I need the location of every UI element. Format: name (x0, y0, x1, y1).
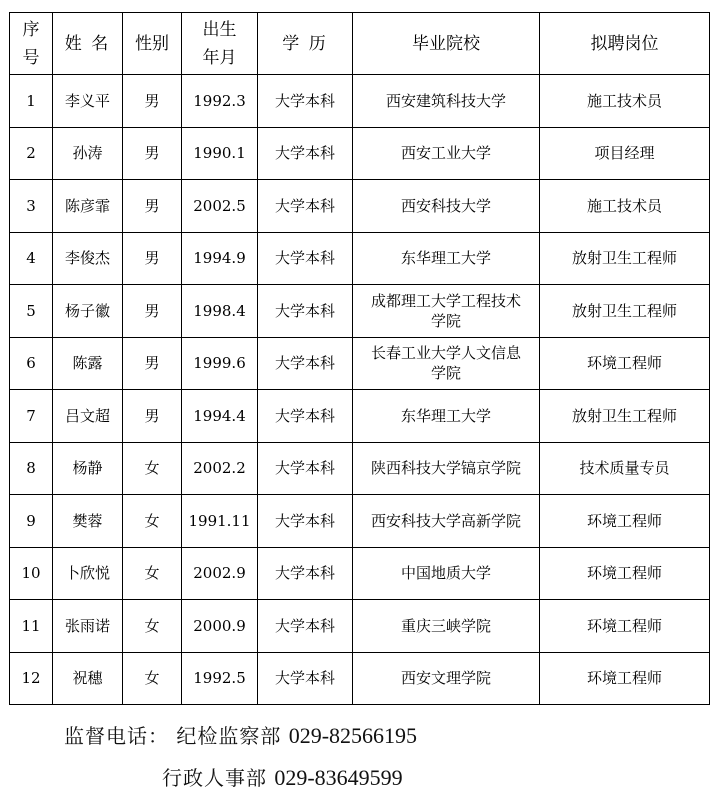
cell-position: 施工技术员 (540, 75, 710, 128)
cell-index: 4 (10, 232, 53, 285)
cell-gender: 男 (123, 285, 182, 338)
cell-birth: 1994.9 (182, 232, 258, 285)
cell-name: 祝穗 (53, 652, 123, 705)
cell-name: 陈露 (53, 337, 123, 390)
header-position: 拟聘岗位 (540, 13, 710, 75)
cell-index: 2 (10, 127, 53, 180)
contact-phone: 029-82566195 (288, 723, 418, 748)
cell-position: 环境工程师 (540, 547, 710, 600)
cell-position: 环境工程师 (540, 652, 710, 705)
cell-index: 10 (10, 547, 53, 600)
cell-index: 11 (10, 600, 53, 653)
header-birth-line1: 出生 (202, 19, 237, 40)
cell-index: 8 (10, 442, 53, 495)
cell-education: 大学本科 (258, 442, 353, 495)
cell-school: 东华理工大学 (353, 390, 540, 443)
cell-gender: 男 (123, 390, 182, 443)
cell-position: 环境工程师 (540, 337, 710, 390)
cell-school: 西安工业大学 (353, 127, 540, 180)
cell-education: 大学本科 (258, 285, 353, 338)
cell-education: 大学本科 (258, 127, 353, 180)
table-row (10, 390, 710, 443)
cell-gender: 女 (123, 495, 182, 548)
cell-birth: 1994.4 (182, 390, 258, 443)
table-row (10, 600, 710, 653)
contact-phone: 029-83649599 (274, 765, 403, 790)
table-row (10, 547, 710, 600)
cell-school: 成都理工大学工程技术学院 (353, 285, 540, 338)
cell-gender: 男 (123, 337, 182, 390)
table-row (10, 337, 710, 390)
cell-education: 大学本科 (258, 232, 353, 285)
cell-name: 杨静 (53, 442, 123, 495)
cell-position: 放射卫生工程师 (540, 232, 710, 285)
header-index-line2: 号 (22, 47, 40, 68)
cell-position: 放射卫生工程师 (540, 285, 710, 338)
cell-education: 大学本科 (258, 600, 353, 653)
cell-school: 西安科技大学 (353, 180, 540, 233)
cell-school: 重庆三峡学院 (353, 600, 540, 653)
cell-birth: 1999.6 (182, 337, 258, 390)
cell-gender: 女 (123, 547, 182, 600)
cell-birth: 2002.5 (182, 180, 258, 233)
cell-position: 技术质量专员 (540, 442, 710, 495)
cell-birth: 2002.2 (182, 442, 258, 495)
cell-position: 项目经理 (540, 127, 710, 180)
cell-education: 大学本科 (258, 390, 353, 443)
cell-school: 长春工业大学人文信息学院 (353, 337, 540, 390)
header-education: 学 历 (258, 13, 353, 75)
cell-gender: 男 (123, 75, 182, 128)
cell-education: 大学本科 (258, 337, 353, 390)
cell-name: 吕文超 (53, 390, 123, 443)
supervision-label: 监督电话： (64, 724, 169, 748)
header-name: 姓 名 (53, 13, 123, 75)
table-row (10, 75, 710, 128)
cell-name: 李义平 (53, 75, 123, 128)
cell-education: 大学本科 (258, 547, 353, 600)
cell-position: 施工技术员 (540, 180, 710, 233)
cell-gender: 女 (123, 600, 182, 653)
header-birth (182, 13, 258, 75)
cell-birth: 1991.11 (182, 495, 258, 548)
cell-name: 陈彦霏 (53, 180, 123, 233)
cell-index: 7 (10, 390, 53, 443)
cell-gender: 男 (123, 232, 182, 285)
cell-education: 大学本科 (258, 75, 353, 128)
cell-education: 大学本科 (258, 180, 353, 233)
table-row (10, 442, 710, 495)
cell-position: 环境工程师 (540, 600, 710, 653)
table-body (10, 75, 710, 705)
table-row (10, 127, 710, 180)
cell-education: 大学本科 (258, 652, 353, 705)
cell-birth: 2000.9 (182, 600, 258, 653)
cell-index: 6 (10, 337, 53, 390)
cell-index: 12 (10, 652, 53, 705)
cell-birth: 1998.4 (182, 285, 258, 338)
cell-name: 张雨诺 (53, 600, 123, 653)
table-row (10, 180, 710, 233)
table-row (10, 495, 710, 548)
cell-school: 西安文理学院 (353, 652, 540, 705)
cell-birth: 2002.9 (182, 547, 258, 600)
candidate-roster-table (9, 12, 710, 705)
cell-school: 西安建筑科技大学 (353, 75, 540, 128)
cell-name: 樊蓉 (53, 495, 123, 548)
header-school: 毕业院校 (353, 13, 540, 75)
cell-index: 3 (10, 180, 53, 233)
cell-name: 卜欣悦 (53, 547, 123, 600)
cell-birth: 1992.5 (182, 652, 258, 705)
cell-birth: 1992.3 (182, 75, 258, 128)
cell-gender: 女 (123, 442, 182, 495)
table-header-row (10, 13, 710, 75)
cell-gender: 女 (123, 652, 182, 705)
contact-department: 行政人事部 (162, 766, 267, 790)
cell-school: 陕西科技大学镐京学院 (353, 442, 540, 495)
cell-position: 环境工程师 (540, 495, 710, 548)
cell-name: 孙涛 (53, 127, 123, 180)
header-index (10, 13, 53, 75)
contact-department: 纪检监察部 (176, 724, 282, 748)
cell-position: 放射卫生工程师 (540, 390, 710, 443)
header-index-line1: 序 (22, 19, 40, 40)
header-birth-line2: 年月 (202, 47, 237, 68)
cell-gender: 男 (123, 180, 182, 233)
supervision-line-2 (162, 762, 403, 791)
table-row (10, 232, 710, 285)
cell-index: 5 (10, 285, 53, 338)
cell-name: 杨子徽 (53, 285, 123, 338)
cell-gender: 男 (123, 127, 182, 180)
header-gender: 性别 (123, 13, 182, 75)
cell-school: 东华理工大学 (353, 232, 540, 285)
cell-index: 9 (10, 495, 53, 548)
cell-name: 李俊杰 (53, 232, 123, 285)
cell-index: 1 (10, 75, 53, 128)
table-row (10, 652, 710, 705)
cell-birth: 1990.1 (182, 127, 258, 180)
supervision-line-1 (64, 720, 417, 749)
cell-school: 西安科技大学高新学院 (353, 495, 540, 548)
cell-education: 大学本科 (258, 495, 353, 548)
table-row (10, 285, 710, 338)
cell-school: 中国地质大学 (353, 547, 540, 600)
